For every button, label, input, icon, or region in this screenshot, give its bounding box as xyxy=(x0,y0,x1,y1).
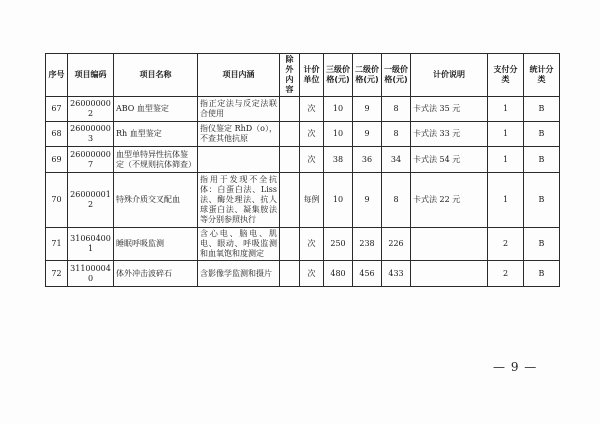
cell-payment: 1 xyxy=(488,122,524,147)
cell-price3: 250 xyxy=(324,228,353,261)
cell-code: 260000012 xyxy=(68,173,114,228)
cell-price1: 8 xyxy=(382,173,411,228)
cell-excluded xyxy=(280,147,300,173)
table-row xyxy=(46,228,560,261)
cell-code: 260000003 xyxy=(68,122,114,147)
cell-stats: B xyxy=(524,173,560,228)
cell-payment: 2 xyxy=(488,261,524,287)
header-note: 计价说明 xyxy=(411,54,488,97)
cell-price3: 10 xyxy=(324,122,353,147)
cell-price2: 9 xyxy=(353,173,382,228)
cell-unit: 次 xyxy=(300,228,324,261)
cell-price1: 8 xyxy=(382,122,411,147)
cell-price2: 456 xyxy=(353,261,382,287)
header-price2: 二级价格(元) xyxy=(353,54,382,97)
cell-excluded xyxy=(280,97,300,122)
page-number: — 9 — xyxy=(493,360,538,374)
cell-content: 含心电、脑电、肌电、眼动、呼吸监测和血氧饱和度测定 xyxy=(198,228,280,261)
cell-price2: 238 xyxy=(353,228,382,261)
cell-excluded xyxy=(280,228,300,261)
cell-excluded xyxy=(280,261,300,287)
table-row xyxy=(46,261,560,287)
cell-content: 含影像学监测和摄片 xyxy=(198,261,280,287)
cell-price1: 433 xyxy=(382,261,411,287)
table-row xyxy=(46,173,560,228)
cell-price2: 9 xyxy=(353,122,382,147)
cell-note: 卡式法 33 元 xyxy=(411,122,488,147)
cell-code: 311000040 xyxy=(68,261,114,287)
table-row xyxy=(46,97,560,122)
header-payment: 支付分类 xyxy=(488,54,524,97)
header-stats: 统计分类 xyxy=(524,54,560,97)
cell-stats: B xyxy=(524,228,560,261)
cell-excluded xyxy=(280,122,300,147)
cell-name: 睡眠呼吸监测 xyxy=(114,228,198,261)
cell-note: 卡式法 35 元 xyxy=(411,97,488,122)
cell-note: 卡式法 22 元 xyxy=(411,173,488,228)
cell-content: 指正定法与反定法联合使用 xyxy=(198,97,280,122)
cell-code: 260000007 xyxy=(68,147,114,173)
cell-stats: B xyxy=(524,97,560,122)
cell-unit: 次 xyxy=(300,261,324,287)
cell-unit: 次 xyxy=(300,122,324,147)
cell-name: ABO 血型鉴定 xyxy=(114,97,198,122)
cell-unit: 次 xyxy=(300,97,324,122)
cell-excluded xyxy=(280,173,300,228)
cell-seq: 70 xyxy=(46,173,68,228)
table-row xyxy=(46,147,560,173)
cell-seq: 72 xyxy=(46,261,68,287)
cell-price1: 34 xyxy=(382,147,411,173)
header-code: 项目编码 xyxy=(68,54,114,97)
cell-price1: 8 xyxy=(382,97,411,122)
cell-seq: 67 xyxy=(46,97,68,122)
cell-price3: 10 xyxy=(324,97,353,122)
cell-name: 体外冲击波碎石 xyxy=(114,261,198,287)
cell-price3: 480 xyxy=(324,261,353,287)
cell-unit: 次 xyxy=(300,147,324,173)
cell-unit: 每例 xyxy=(300,173,324,228)
fee-schedule-table xyxy=(45,53,560,287)
header-seq: 序号 xyxy=(46,54,68,97)
cell-price3: 38 xyxy=(324,147,353,173)
cell-payment: 1 xyxy=(488,97,524,122)
cell-payment: 1 xyxy=(488,147,524,173)
cell-content: 指用于发现不全抗体：白蛋白法、Liss法、酶处理法、抗人球蛋白法、凝集胺法等分别参照执行 xyxy=(198,173,280,228)
cell-note xyxy=(411,228,488,261)
cell-stats: B xyxy=(524,147,560,173)
cell-code: 260000002 xyxy=(68,97,114,122)
header-content: 项目内涵 xyxy=(198,54,280,97)
cell-payment: 2 xyxy=(488,228,524,261)
cell-seq: 69 xyxy=(46,147,68,173)
table-row xyxy=(46,122,560,147)
cell-seq: 68 xyxy=(46,122,68,147)
cell-stats: B xyxy=(524,122,560,147)
cell-stats: B xyxy=(524,261,560,287)
cell-code: 310604001 xyxy=(68,228,114,261)
header-price1: 一级价格(元) xyxy=(382,54,411,97)
cell-payment: 1 xyxy=(488,173,524,228)
header-excluded: 除外内容 xyxy=(280,54,300,97)
cell-name: Rh 血型鉴定 xyxy=(114,122,198,147)
cell-seq: 71 xyxy=(46,228,68,261)
cell-content xyxy=(198,147,280,173)
cell-price3: 10 xyxy=(324,173,353,228)
table-header-row xyxy=(46,54,560,97)
header-unit: 计价单位 xyxy=(300,54,324,97)
cell-note xyxy=(411,261,488,287)
cell-price2: 36 xyxy=(353,147,382,173)
cell-price1: 226 xyxy=(382,228,411,261)
cell-price2: 9 xyxy=(353,97,382,122)
header-price3: 三级价格(元) xyxy=(324,54,353,97)
cell-content: 指仪鉴定 RhD（o），不查其他抗原 xyxy=(198,122,280,147)
header-name: 项目名称 xyxy=(114,54,198,97)
cell-name: 血型单特异性抗体鉴定（不规则抗体筛查） xyxy=(114,147,198,173)
cell-name: 特殊介质交叉配血 xyxy=(114,173,198,228)
cell-note: 卡式法 54 元 xyxy=(411,147,488,173)
